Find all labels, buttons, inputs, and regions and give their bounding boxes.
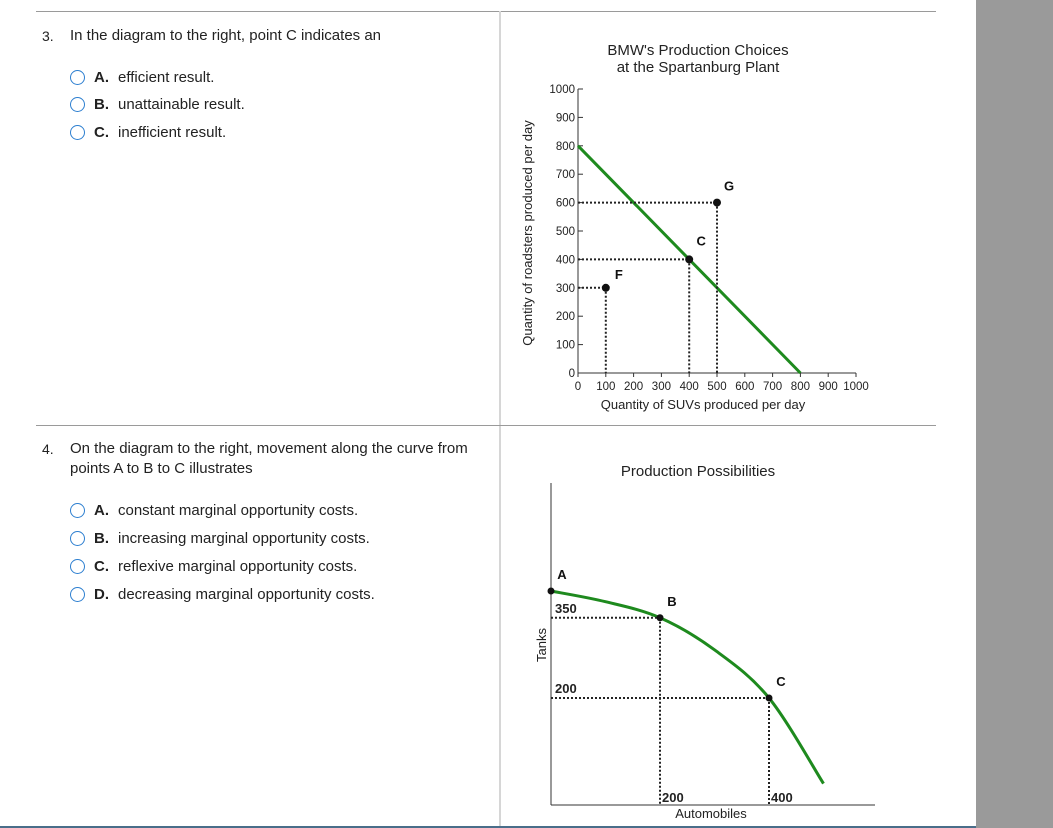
chart2-y-axis-label: Tanks <box>534 628 549 662</box>
chart1-y-tick-label: 500 <box>555 226 575 238</box>
chart1-y-tick-label: 300 <box>555 282 575 295</box>
option-letter: C. <box>94 123 109 141</box>
chart1-x-tick-label: 100 <box>596 381 616 393</box>
chart1-point-label-F: F <box>614 266 623 282</box>
chart1-x-tick-label: 400 <box>679 381 699 393</box>
option-text: constant marginal opportunity costs. <box>118 501 359 519</box>
option-text: increasing marginal opportunity costs. <box>118 529 370 547</box>
chart2-point-label-B: B <box>667 593 677 609</box>
chart2-x-tick-label: 400 <box>771 790 793 805</box>
chart1-y-tick-label: 400 <box>555 254 575 267</box>
chart2-point-B <box>657 614 664 621</box>
chart2-point-label-C: C <box>776 674 786 689</box>
chart1-x-tick-label: 500 <box>707 381 727 393</box>
chart1-y-tick-label: 700 <box>555 169 575 182</box>
chart2-x-tick-label: 200 <box>662 790 684 805</box>
chart1-y-axis-label: Quantity of roadsters produced per day <box>520 120 535 346</box>
option-letter: C. <box>94 557 109 575</box>
chart1-x-tick-label: 0 <box>574 381 582 393</box>
chart1-point-label-C: C <box>696 233 706 249</box>
question-3-number: 3. <box>42 28 54 44</box>
chart2-y-tick-label: 350 <box>555 600 577 616</box>
chart1-y-tick-label: 800 <box>555 140 575 153</box>
option-text: efficient result. <box>118 68 215 86</box>
chart1-x-tick-label: 200 <box>624 381 644 393</box>
chart1-y-tick-label: 100 <box>555 339 575 352</box>
question-3-text: In the diagram to the right, point C indicates an <box>70 27 382 44</box>
chart2-title: Production Possibilities <box>620 463 776 480</box>
chart2-point-label-A: A <box>557 567 567 582</box>
chart1-x-tick-label: 700 <box>763 381 783 393</box>
chart1-point-label-G: G <box>723 178 735 194</box>
option-text: decreasing marginal opportunity costs. <box>118 585 375 603</box>
chart1-x-axis-label: Quantity of SUVs produced per day <box>600 397 806 412</box>
question-4-number: 4. <box>42 441 54 457</box>
chart1-y-tick-label: 900 <box>555 112 575 125</box>
question-4-text-line2: points A to B to C illustrates <box>70 460 253 477</box>
chart1-title-line2: at the Spartanburg Plant <box>616 59 780 76</box>
chart1-x-tick-label: 1000 <box>843 381 869 393</box>
chart1-y-tick-label: 1000 <box>549 84 575 96</box>
chart1-x-tick-label: 800 <box>790 381 810 393</box>
chart1-y-tick-label: 600 <box>555 197 575 210</box>
option-text: unattainable result. <box>118 95 245 113</box>
option-text: inefficient result. <box>118 123 227 141</box>
option-letter: A. <box>94 68 109 86</box>
option-letter: D. <box>94 585 109 603</box>
chart1-x-tick-label: 600 <box>735 381 755 393</box>
chart1-y-tick-label: 200 <box>555 311 575 324</box>
chart1-title-line1: BMW's Production Choices <box>607 42 789 59</box>
option-letter: A. <box>94 501 109 519</box>
chart2-point-C <box>766 695 773 702</box>
chart2-x-axis-label: Automobiles <box>675 806 747 821</box>
option-letter: B. <box>94 95 109 113</box>
chart1-y-tick-label: 0 <box>568 368 575 380</box>
chart1-x-tick-label: 300 <box>651 381 671 393</box>
option-text: reflexive marginal opportunity costs. <box>118 557 358 575</box>
option-letter: B. <box>94 529 109 547</box>
chart2-point-A <box>548 588 555 595</box>
question-4-text-line1: On the diagram to the right, movement along the curve from <box>70 440 468 457</box>
chart1-x-tick-label: 900 <box>818 381 838 393</box>
chart2-y-tick-label: 200 <box>555 681 577 696</box>
